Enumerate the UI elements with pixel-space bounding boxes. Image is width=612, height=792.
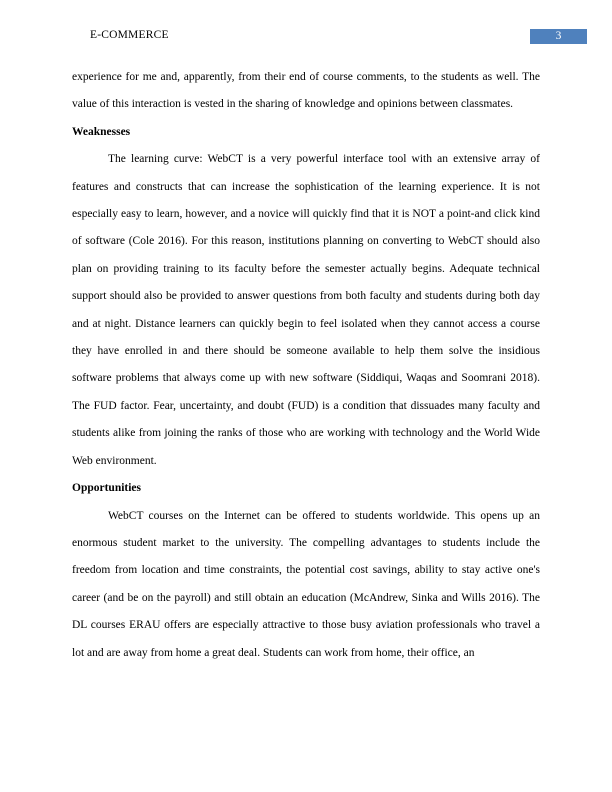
weaknesses-paragraph: The learning curve: WebCT is a very powerful interface tool with an extensive array of features and constructs that can increase the sophistication of the learning experience. It is not especially easy to learn, however, and a novice will quickly find that it is NOT a point-and click kind of software (Cole 2016). For this reason, institutions planning on converting to WebCT should also plan on providing training to its faculty before the semester actually begins. Adequate technical support should also be provided to answer questions from both faculty and students during both day and at night. Distance learners can quickly begin to feel isolated when they cannot access a course they have enrolled in and there should be someone available to help them solve the insidious software problems that always come up with new software (Siddiqui, Waqas and Soomrani 2018). The FUD factor. Fear, uncertainty, and doubt (FUD) is a condition that dissuades many faculty and students alike from joining the ranks of those who are working with technology and the World Wide Web environment. bbox=[72, 153, 540, 467]
page-number: 3 bbox=[530, 29, 587, 44]
opportunities-heading: Opportunities bbox=[72, 482, 142, 495]
opportunities-paragraph: WebCT courses on the Internet can be offered to students worldwide. This opens up an enormous student market to the university. The compelling advantages to students include the freedom from location and time constraints, the potential cost savings, ability to stay active one's career (and be on the payroll) and still obtain an education (McAndrew, Sinka and Wills 2016). The DL courses ERAU offers are especially attractive to those busy aviation professionals who travel a lot and are away from home a great deal. Students can work from home, their office, an bbox=[72, 509, 540, 659]
document-body bbox=[72, 64, 540, 667]
running-head-title: E-COMMERCE bbox=[90, 29, 169, 41]
weaknesses-heading: Weaknesses bbox=[72, 125, 131, 138]
intro-paragraph: experience for me and, apparently, from their end of course comments, to the students as well. The value of this interaction is vested in the sharing of knowledge and opinions between classmates. bbox=[72, 71, 540, 111]
